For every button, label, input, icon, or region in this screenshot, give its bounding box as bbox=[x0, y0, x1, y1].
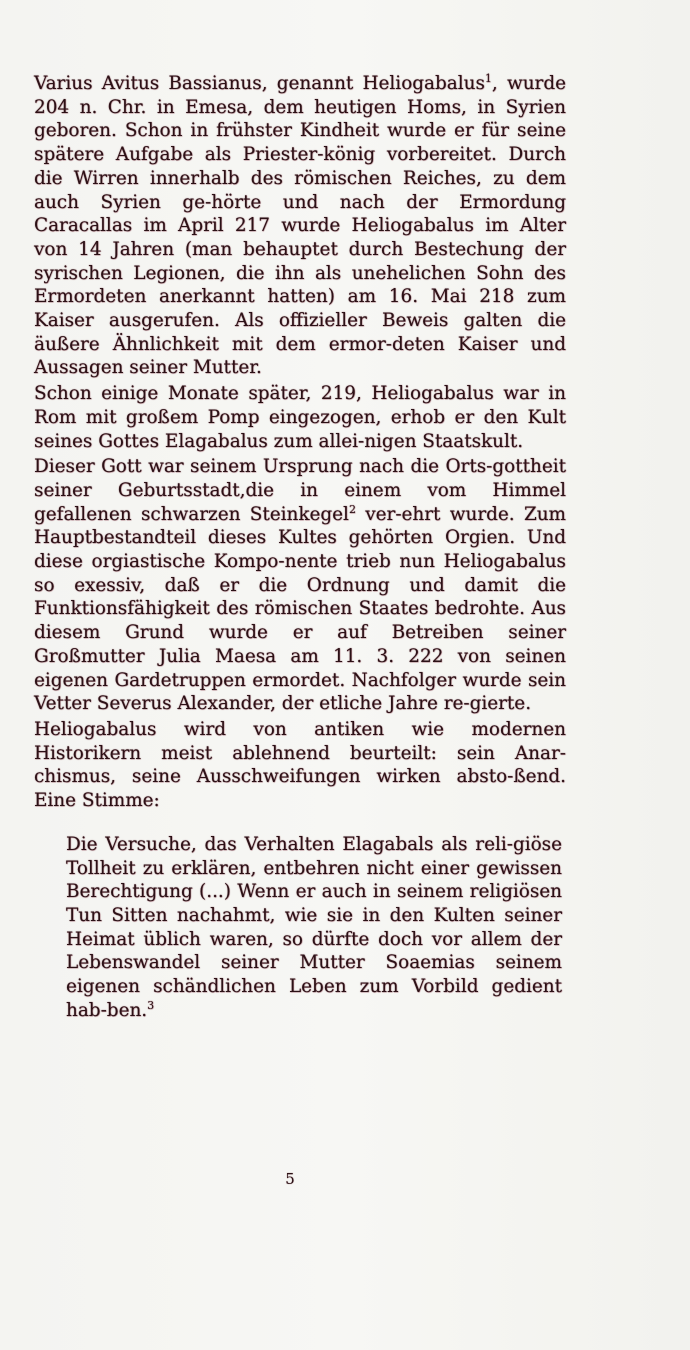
paragraph-2-text: Schon einige Monate später, 219, Heliogabalus war in Rom mit großem Pomp eingezogen, erhob er den Kult seines Gottes Elagabalus zum allei-nigen Staatskult. bbox=[34, 383, 566, 452]
body-text bbox=[34, 72, 566, 1022]
quote-spacer bbox=[34, 815, 566, 833]
paragraph-2 bbox=[34, 382, 566, 453]
footnote-marker-1: 1 bbox=[484, 71, 492, 85]
footnote-marker-3: 3 bbox=[147, 998, 155, 1012]
paragraph-1-text: Varius Avitus Bassianus, genannt Heliogabalus bbox=[34, 73, 485, 94]
paragraph-3-text-after: ver-ehrt wurde. Zum Hauptbestandteil dieses Kultes gehörten Orgien. Und diese orgiastische Kompo-nente trieb nun Heliogabalus so exessiv, daß er die Ordnung und damit die Funktionsfähigkeit des römischen Staates bedrohte. Aus diesem Grund wurde er auf Betreiben seiner Großmutter Julia Maesa am 11. 3. 222 von seinen eigenen Gardetruppen ermordet. Nachfolger wurde sein Vetter Severus Alexander, der etliche Jahre re-gierte. bbox=[34, 503, 567, 715]
paragraph-3 bbox=[34, 455, 566, 716]
block-quote-text: Die Versuche, das Verhalten Elagabals als reli-giöse Tollheit zu erklären, entbehren nicht einer gewissen Berechtigung (...) Wenn er auch in seinem religiösen Tun Sitten nachahmt, wie sie in den Kulten seiner Heimat üblich waren, so dürfte doch vor allem der Lebenswandel seiner Mutter Soaemias seinem eigenen schändlichen Leben zum Vorbild gedient hab-ben. bbox=[66, 833, 562, 1021]
footnote-marker-2: 2 bbox=[348, 502, 356, 516]
paragraph-4 bbox=[34, 718, 566, 813]
paragraph-3-text: Dieser Gott war seinem Ursprung nach die Orts-gottheit seiner Geburtsstadt,die in einem vom Himmel gefallenen schwarzen Steinkegel bbox=[34, 456, 566, 525]
paragraph-1-text-after: , wurde 204 n. Chr. in Emesa, dem heutigen Homs, in Syrien geboren. Schon in frühster Kindheit wurde er für seine spätere Aufgabe als Priester-könig vorbereitet. Durch die Wirren innerhalb des römischen Reiches, zu dem auch Syrien ge-hörte und nach der Ermordung Caracallas im April 217 wurde Heliogabalus im Alter von 14 Jahren (man behauptet durch Bestechung der syrischen Legionen, die ihn als unehelichen Sohn des Ermordeten anerkannt hatten) am 16. Mai 218 zum Kaiser ausgerufen. Als offizieller Beweis galten die äußere Ähnlichkeit mit dem ermor-deten Kaiser und Aussagen seiner Mutter. bbox=[34, 73, 566, 379]
paragraph-1 bbox=[34, 72, 566, 380]
block-quote bbox=[66, 833, 562, 1023]
page-number: 5 bbox=[285, 1170, 295, 1188]
paragraph-4-text: Heliogabalus wird von antiken wie modernen Historikern meist ablehnend beurteilt: sein Anar-chismus, seine Ausschweifungen wirken absto-ßend. Eine Stimme: bbox=[34, 718, 566, 812]
